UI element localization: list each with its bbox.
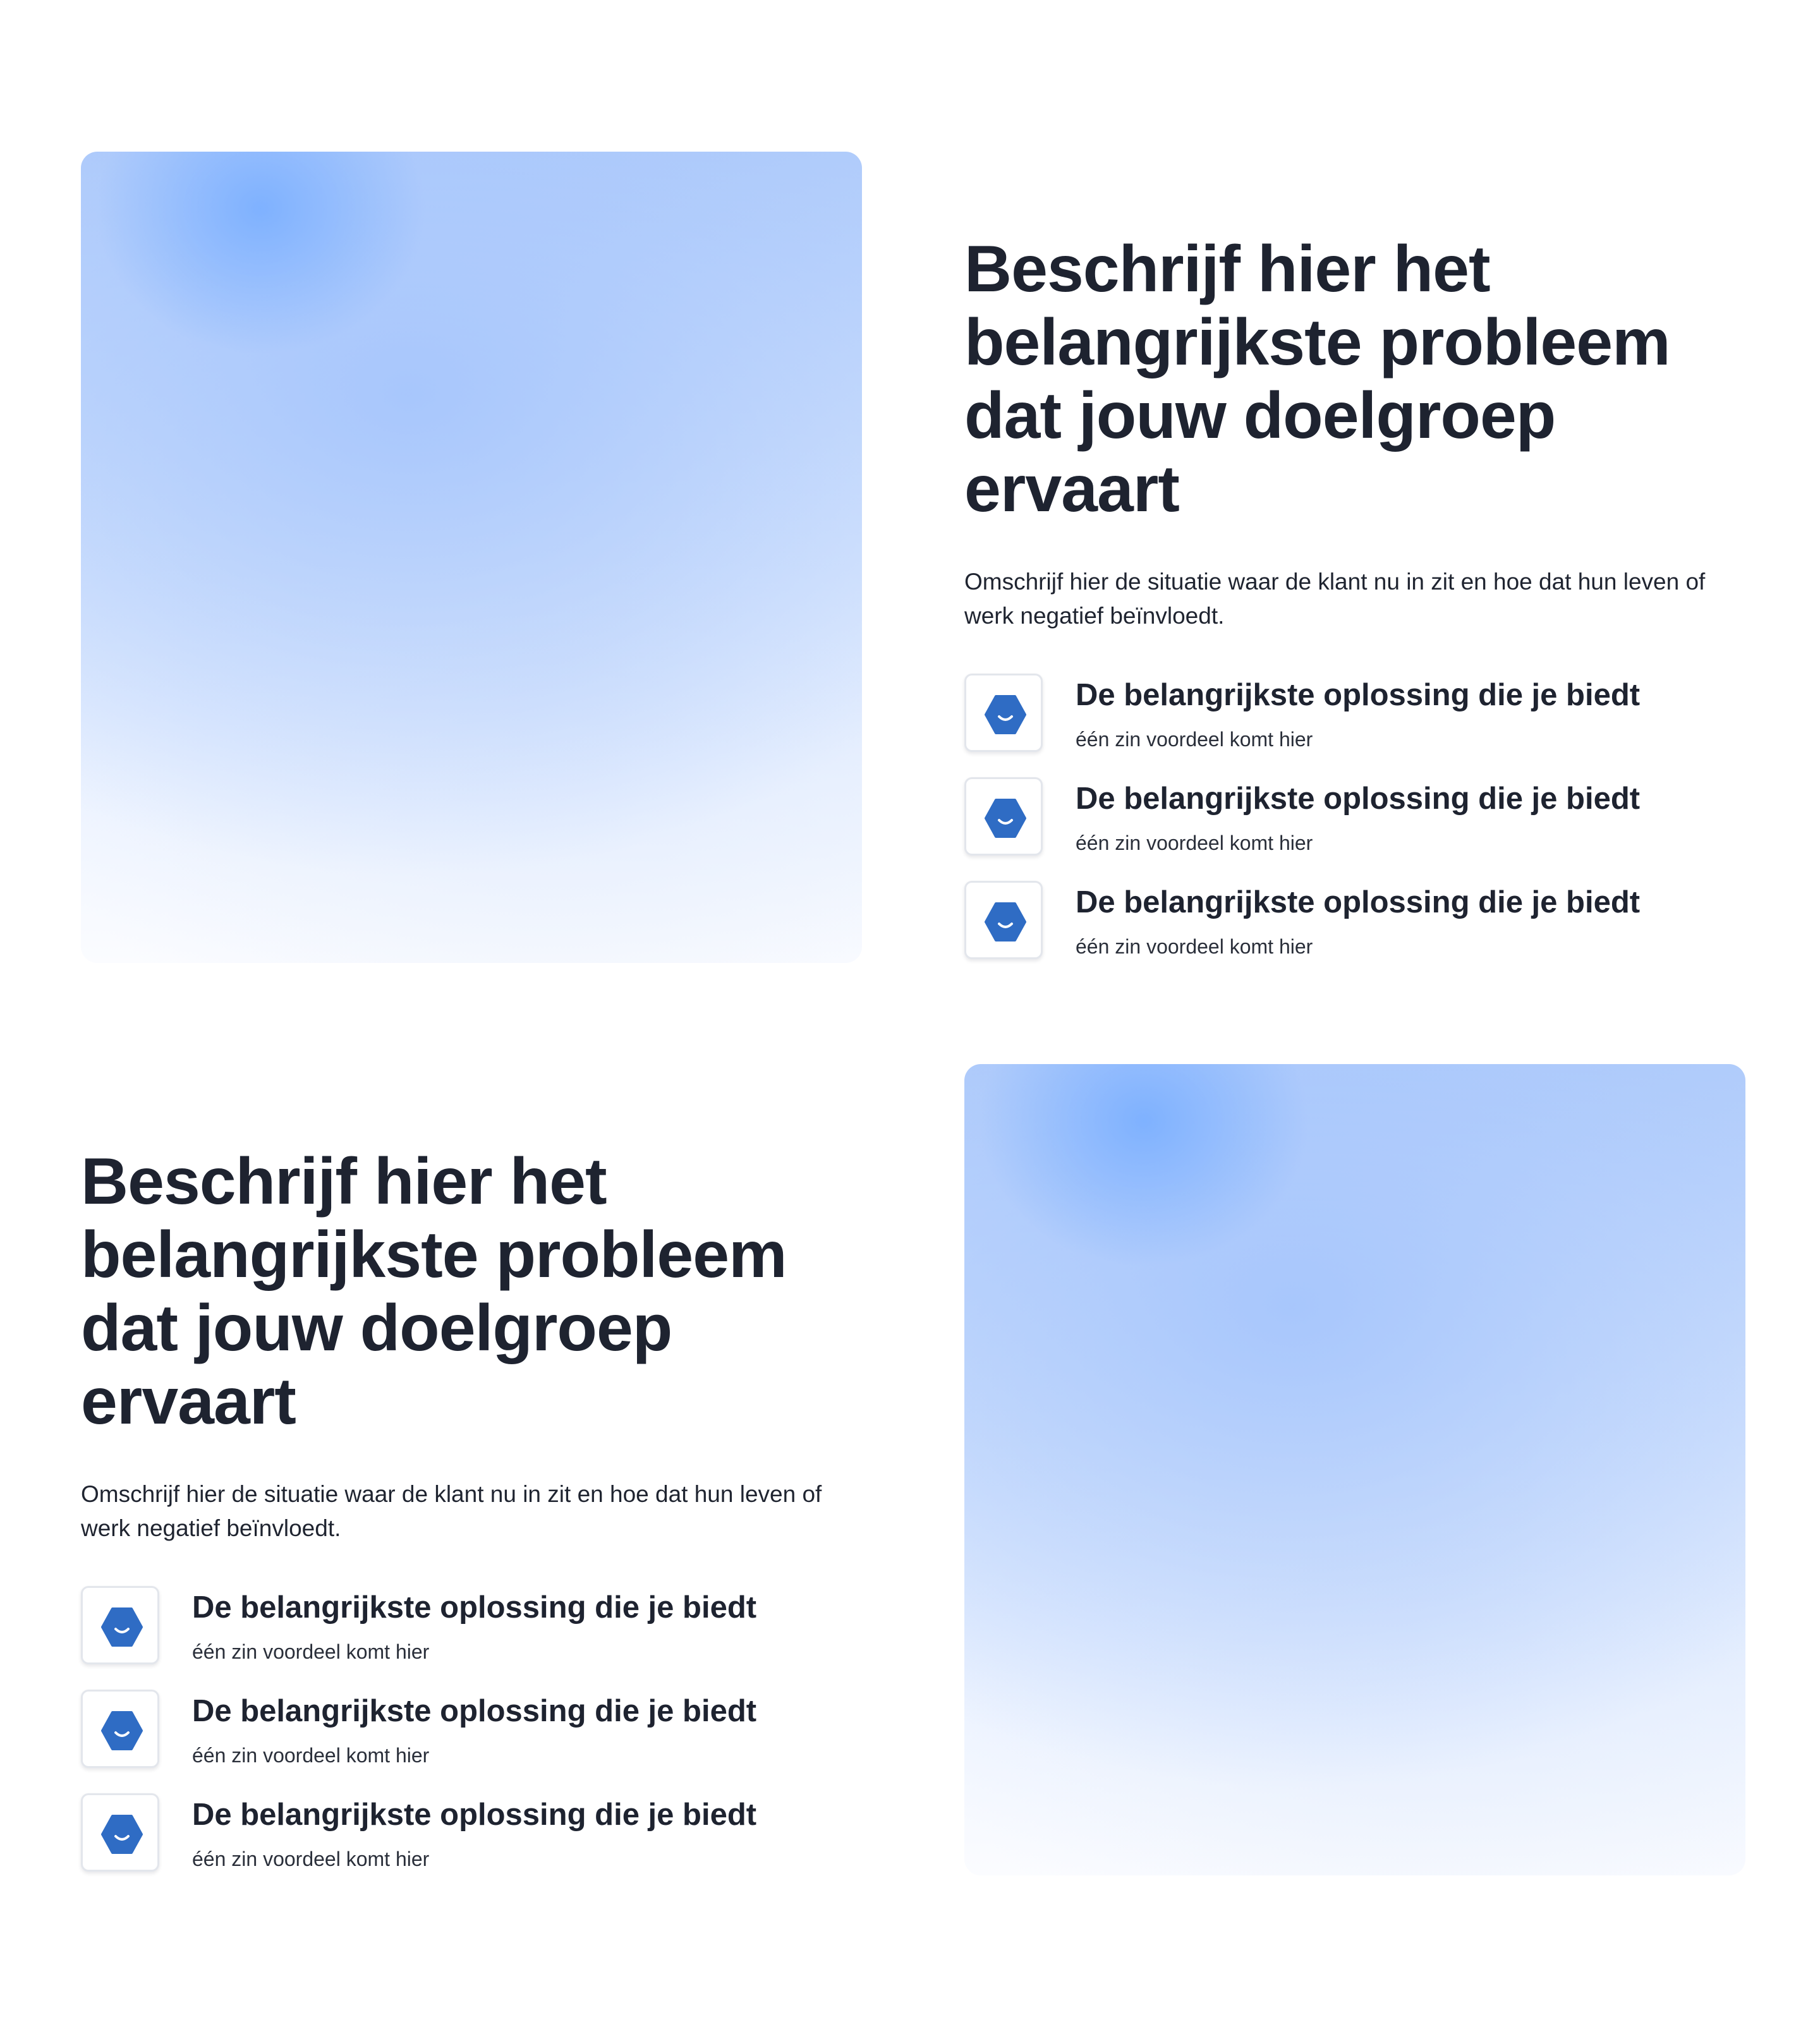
section-headline: Beschrijf hier het belangrijkste probleem dat jouw doelgroep ervaart [81, 1145, 787, 1438]
section-description: Omschrijf hier de situatie waar de klant nu in zit en hoe dat hun leven of werk negatief beïnvloedt. [964, 569, 1706, 629]
feature-title: De belangrijkste oplossing die je biedt [1076, 782, 1641, 816]
feature-title: De belangrijkste oplossing die je biedt [192, 1798, 757, 1832]
feature-list [81, 1586, 862, 1897]
feature-item [964, 777, 1745, 881]
feature-subtitle: één zin voordeel komt hier [192, 1640, 430, 1663]
feature-icon-box [964, 674, 1043, 752]
smile-hexagon-icon [985, 797, 1026, 839]
section-headline: Beschrijf hier het belangrijkste probleem dat jouw doelgroep ervaart [964, 233, 1670, 526]
feature-icon-box [964, 777, 1043, 856]
feature-subtitle: één zin voordeel komt hier [192, 1848, 430, 1870]
feature-title: De belangrijkste oplossing die je biedt [192, 1694, 757, 1728]
feature-item [81, 1586, 862, 1690]
feature-subtitle: één zin voordeel komt hier [192, 1744, 430, 1767]
feature-icon-box [964, 881, 1043, 959]
feature-title: De belangrijkste oplossing die je biedt [1076, 678, 1641, 712]
section-description: Omschrijf hier de situatie waar de klant nu in zit en hoe dat hun leven of werk negatief beïnvloedt. [81, 1481, 822, 1541]
feature-item [964, 881, 1745, 984]
feature-section-1 [0, 152, 1820, 963]
feature-subtitle: één zin voordeel komt hier [1076, 935, 1313, 958]
smile-hexagon-icon [985, 901, 1026, 943]
feature-subtitle: één zin voordeel komt hier [1076, 728, 1313, 751]
feature-subtitle: één zin voordeel komt hier [1076, 832, 1313, 854]
smile-hexagon-icon [101, 1710, 143, 1752]
feature-icon-box [81, 1586, 159, 1664]
feature-title: De belangrijkste oplossing die je biedt [192, 1590, 757, 1625]
smile-hexagon-icon [985, 694, 1026, 736]
smile-hexagon-icon [101, 1606, 143, 1648]
feature-item [81, 1793, 862, 1897]
text-block [81, 1145, 862, 1897]
feature-icon-box [81, 1793, 159, 1872]
gradient-image-placeholder [81, 152, 862, 963]
feature-section-2 [0, 1064, 1820, 1875]
feature-item [81, 1690, 862, 1793]
feature-item [964, 674, 1745, 777]
gradient-image-placeholder [964, 1064, 1745, 1875]
smile-hexagon-icon [101, 1813, 143, 1855]
feature-title: De belangrijkste oplossing die je biedt [1076, 885, 1641, 919]
text-block [964, 233, 1745, 984]
feature-icon-box [81, 1690, 159, 1768]
feature-list [964, 674, 1745, 984]
